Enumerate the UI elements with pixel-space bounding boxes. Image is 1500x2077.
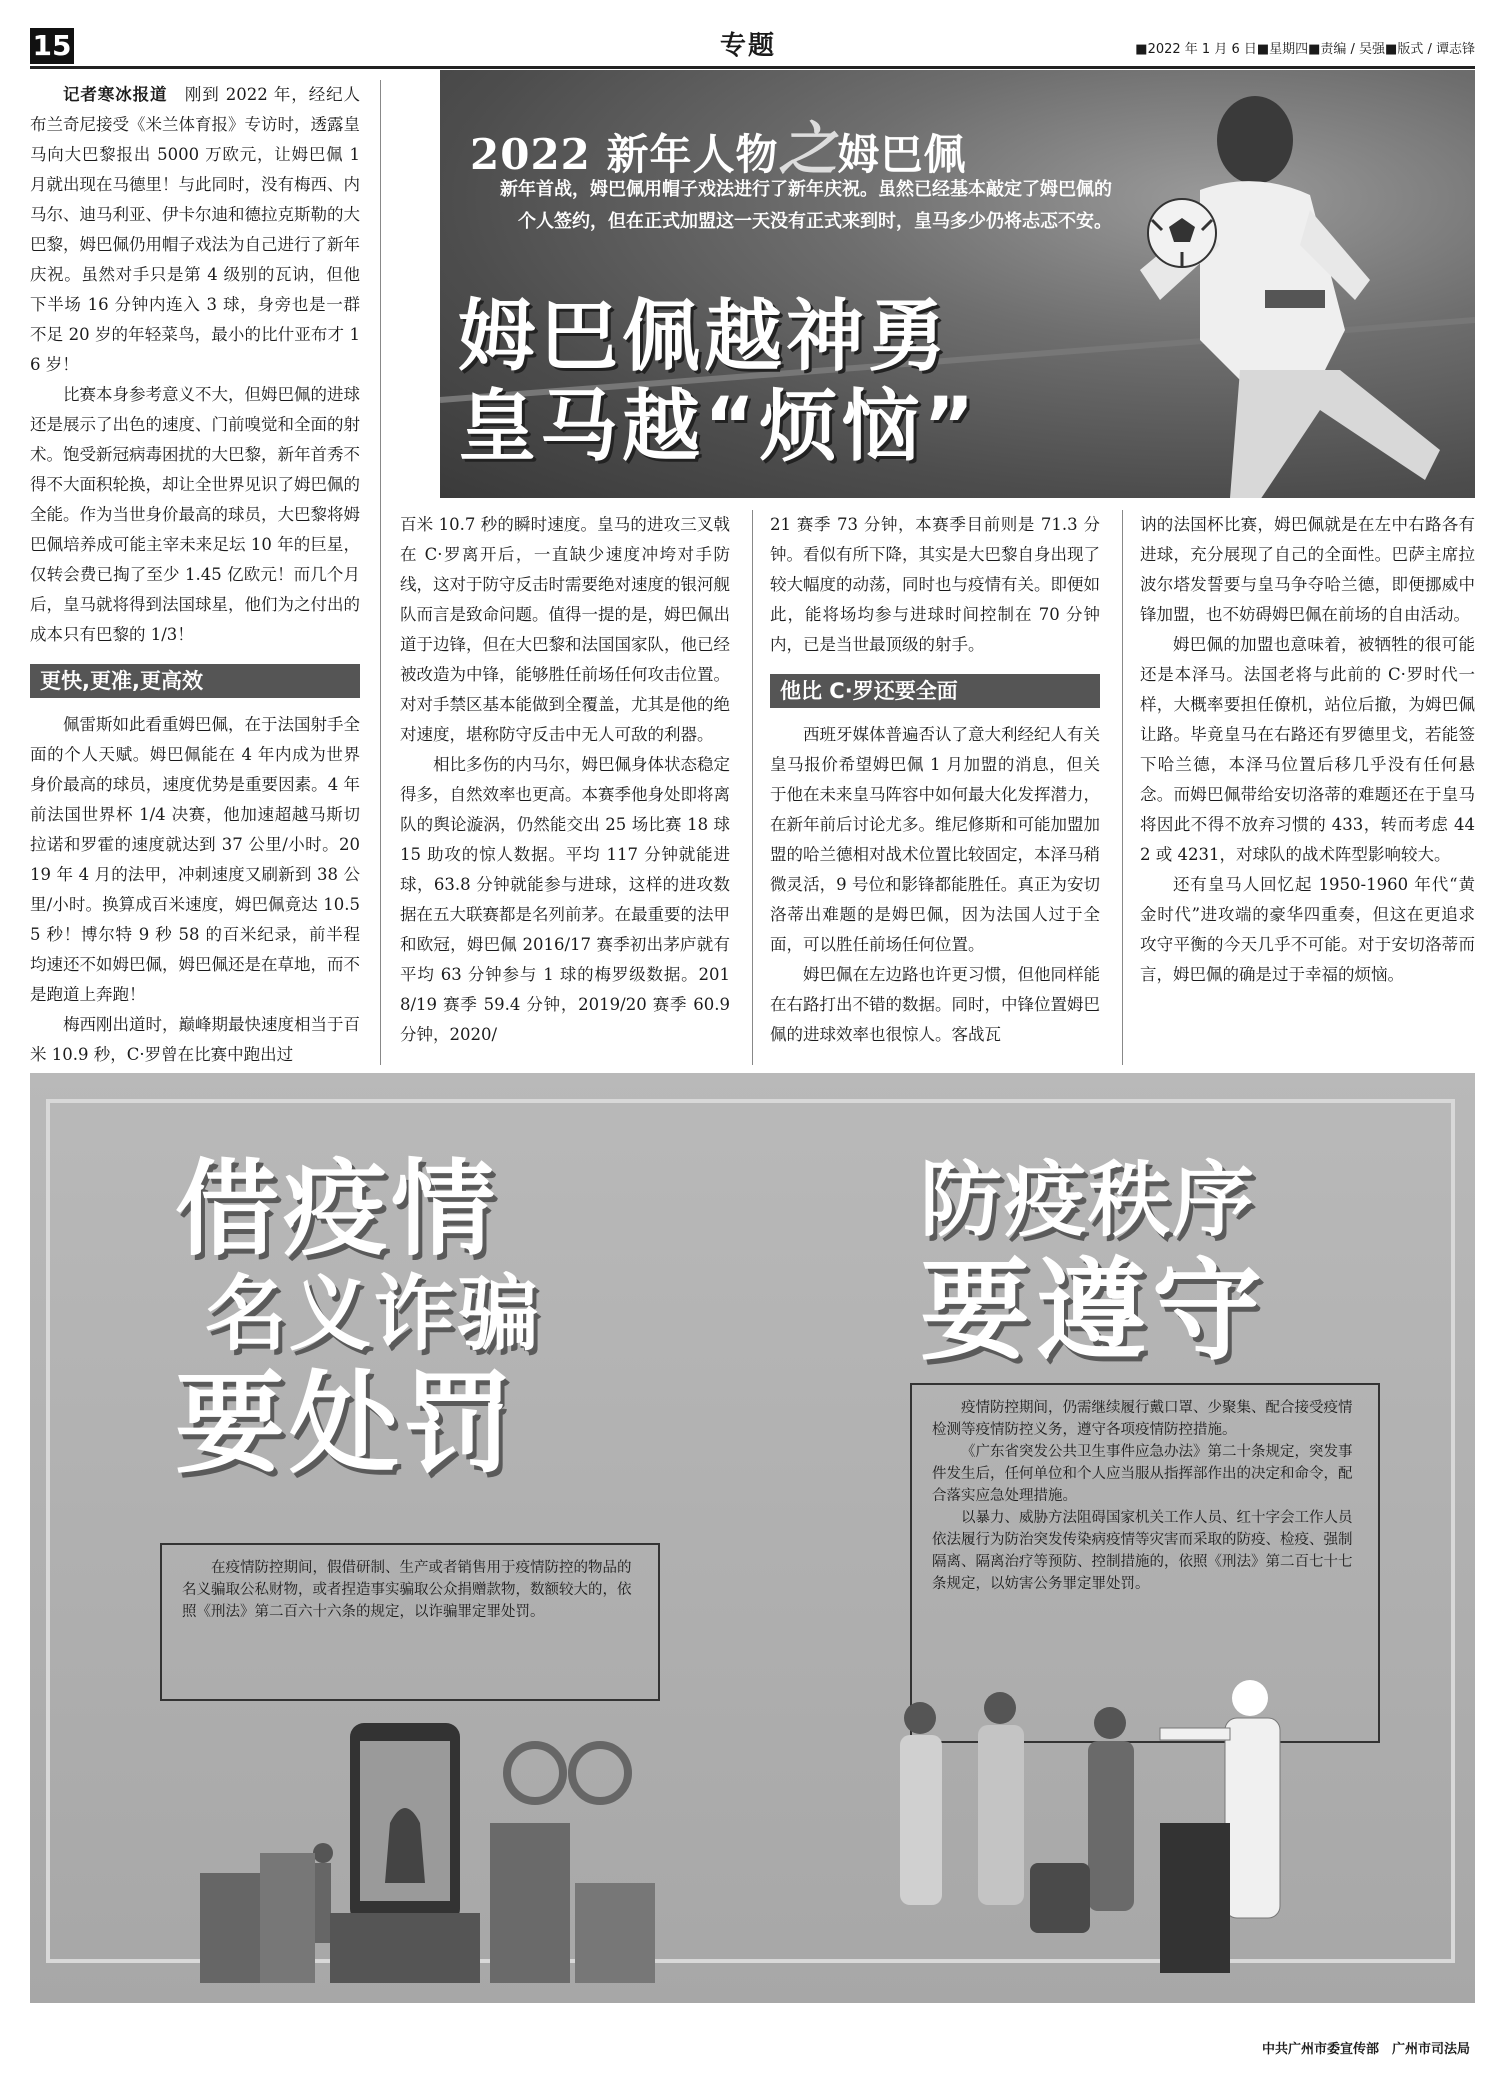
queue-illustration (860, 1673, 1420, 1983)
right-campaign-title (920, 1153, 1268, 1373)
handcuffs-icon (507, 1745, 628, 1801)
article-column-1 (30, 80, 360, 1065)
hero-photo-block (440, 70, 1475, 498)
hero-lead: 新年首战，姆巴佩用帽子戏法进行了新年庆祝。虽然已经基本敲定了姆巴佩的个人签约，但在正式加盟这一天没有正式来到时，皇马多少仍将忐忑不安。 (500, 179, 1112, 232)
page-header (30, 28, 1475, 69)
right-notice-text-3: 以暴力、威胁方法阻碍国家机关工作人员、红十字会工作人员依法履行为防治突发传染病疫情等灾害而采取的防疫、检疫、强制隔离、隔离治疗等预防、控制措施的，依照《刑法》第二百七十七条规定，以妨害公务罪定罪处罚。 (932, 1510, 1353, 1592)
paragraph: 姆巴佩在左边路也许更习惯，但他同样能在右路打出不错的数据。同时，中锋位置姆巴佩的进球效率也很惊人。客战瓦 (770, 965, 1100, 1044)
left-title-line-3: 要处罚 (175, 1360, 517, 1488)
page-number: 15 (30, 28, 74, 64)
paragraph: 相比多伤的内马尔，姆巴佩身体状态稳定得多，自然效率也更高。本赛季他身处即将离队的舆论漩涡，仍然能交出 25 场比赛 18 球 15 助攻的惊人数据。平均 117 分钟就能进球，63.8 分钟就能参与进球，这样的进攻数据在五大联赛都是名列前茅。在最重要的法甲和欧冠，姆巴佩 2016/17 赛季初出茅庐就有平均 63 分钟参与 1 球的梅罗级数据。2018/19 赛季 59.4 分钟，2019/20 赛季 60.9 分钟，2020/ (400, 755, 730, 1044)
paragraph: 刚到 2022 年，经纪人布兰奇尼接受《米兰体育报》专访时，透露皇马向大巴黎报出 5000 万欧元，让姆巴佩 1 月就出现在马德里！与此同时，没有梅西、内马尔、迪马利亚、伊卡尔迪和德拉克斯勒的大巴黎，姆巴佩仍用帽子戏法为自己进行了新年庆祝。虽然对手只是第 4 级别的瓦讷，但他下半场 16 分钟内连入 3 球，身旁也是一群不足 20 岁的年轻菜鸟，最小的比什亚布才 16 岁！ (30, 85, 360, 374)
right-title-line-1: 防疫秩序 (920, 1153, 1257, 1248)
paragraph: 佩雷斯如此看重姆巴佩，在于法国射手全面的个人天赋。姆巴佩能在 4 年内成为世界身价最高的球员，速度优势是重要因素。4 年前法国世界杯 1/4 决赛，他加速超越马斯切拉诺和罗霍的速度就达到 37 公里/小时。2019 年 4 月的法甲，冲刺速度又刷新到 38 公里/小时。换算成百米速度，姆巴佩竟达 10.55 秒！博尔特 9 秒 58 的百米纪录，前半程均速还不如姆巴佩，姆巴佩还是在草地，而不是跑道上奔跑！ (30, 715, 360, 1004)
poster-sponsors: 中共广州市委宣传部 广州市司法局 (1261, 2042, 1470, 2057)
subheading: 更快,更准,更高效 (30, 664, 360, 698)
byline: 记者寒冰报道 (63, 85, 168, 104)
right-notice-text-2: 《广东省突发公共卫生事件应急办法》第二十条规定，突发事件发生后，任何单位和个人应当服从指挥部作出的决定和命令，配合落实应急处理措施。 (932, 1444, 1353, 1504)
right-title-line-2: 要遵守 (920, 1247, 1268, 1375)
subheading: 他比 C·罗还要全面 (770, 674, 1100, 708)
left-title-line-1: 借疫情 (175, 1148, 500, 1270)
left-notice-box (160, 1543, 660, 1701)
article-column-2 (400, 510, 730, 1065)
woman-figure (315, 1863, 331, 1943)
headline (458, 292, 979, 472)
left-title-line-2: 名义诈骗 (205, 1267, 542, 1362)
luggage-icon (1030, 1863, 1090, 1933)
column-divider (1122, 510, 1123, 1065)
left-notice-text: 在疫情防控期间，假借研制、生产或者销售用于疫情防控的物品的名义骗取公私财物，或者捏造事实骗取公众捐赠款物，数额较大的，依照《刑法》第二百六十六条的规定，以诈骗罪定罪处罚。 (182, 1560, 632, 1620)
paragraph: 比赛本身参考意义不大，但姆巴佩的进球还是展示了出色的速度、门前嗅觉和全面的射术。饱受新冠病毒困扰的大巴黎，新年首秀不得不大面积轮换，却让全世界见识了姆巴佩的全能。作为当世身价最高的球员，大巴黎将姆巴佩培养成可能主宰未来足坛 10 年的巨星，仅转会费已掏了至少 1.45 亿欧元！而几个月后，皇马就将得到法国球星，他们为之付出的成本只有巴黎的 1/3！ (30, 385, 360, 644)
player-figure (1140, 96, 1440, 498)
paragraph: 梅西刚出道时，巅峰期最快速度相当于百米 10.9 秒，C·罗曾在比赛中跑出过 (30, 1015, 360, 1064)
kicker-name: 姆巴佩 (837, 130, 967, 179)
headline-line-1: 姆巴佩越神勇 (458, 292, 951, 382)
column-divider (380, 80, 381, 1065)
paragraph: 讷的法国杯比赛，姆巴佩就是在左中右路各有进球，充分展现了自己的全面性。巴萨主席拉波尔塔发誓要与皇马争夺哈兰德，即便挪威中锋加盟，也不妨碍姆巴佩在前场的自由活动。 (1140, 515, 1475, 624)
article-column-3 (770, 510, 1100, 1065)
paragraph: 21 赛季 73 分钟，本赛季目前则是 71.3 分钟。看似有所下降，其实是大巴黎自身出现了较大幅度的动荡，同时也与疫情有关。即便如此，能将场均参与进球时间控制在 70 分钟内，已是当世最顶级的射手。 (770, 515, 1100, 654)
paragraph: 西班牙媒体普遍否认了意大利经纪人有关皇马报价希望姆巴佩 1 月加盟的消息，但关于他在未来皇马阵容中如何最大化发挥潜力，在新年前后讨论尤多。维尼修斯和可能加盟加盟的哈兰德相对战术位置比较固定，本泽马稍微灵活，9 号位和影锋都能胜任。真正为安切洛蒂出难题的是姆巴佩，因为法国人过于全面，可以胜任前场任何位置。 (770, 725, 1100, 954)
football (1148, 199, 1216, 267)
kicker-connector: 之 (778, 115, 838, 183)
kicker-text: 2022 新年人物 (470, 130, 779, 179)
public-notice-poster (30, 1073, 1475, 2003)
checkpoint-pillar (1160, 1823, 1230, 1973)
paragraph: 百米 10.7 秒的瞬时速度。皇马的进攻三叉戟在 C·罗离开后，一直缺少速度冲垮对手防线，这对于防守反击时需要绝对速度的银河舰队而言是致命问题。值得一提的是，姆巴佩出道于边锋，但在大巴黎和法国国家队，他已经被改造为中锋，能够胜任前场任何攻击位置。对对手禁区基本能做到全覆盖，尤其是他的绝对速度，堪称防守反击中无人可敌的利器。 (400, 515, 730, 744)
paragraph: 还有皇马人回忆起 1950-1960 年代“黄金时代”进攻端的豪华四重奏，但这在更追求攻守平衡的今天几乎不可能。对于安切洛蒂而言，姆巴佩的确是过于幸福的烦恼。 (1140, 875, 1475, 984)
headline-line-2: 皇马越“烦恼” (458, 382, 979, 472)
fraud-illustration (200, 1713, 680, 1993)
article-column-4 (1140, 510, 1475, 1065)
right-notice-text-1: 疫情防控期间，仍需继续履行戴口罩、少聚集、配合接受疫情检测等疫情防控义务，遵守各项疫情防控措施。 (932, 1400, 1353, 1438)
issue-meta: ■2022 年 1 月 6 日■星期四■责编 / 吴强■版式 / 谭志锋 (1135, 42, 1475, 57)
queue-people (900, 1692, 1134, 1911)
left-campaign-title (175, 1148, 542, 1488)
paragraph: 姆巴佩的加盟也意味着，被牺牲的很可能还是本泽马。法国老将与此前的 C·罗时代一样，大概率要担任僚机，站位后撤，为姆巴佩让路。毕竟皇马在右路还有罗德里戈，若能签下哈兰德，本泽马位置后移几乎没有任何悬念。而姆巴佩带给安切洛蒂的难题还在于皇马将因此不得不放弃习惯的 433，转而考虑 442 或 4231，对球队的战术阵型影响较大。 (1140, 635, 1475, 864)
column-divider (752, 510, 753, 1065)
section-name: 专题 (720, 31, 777, 61)
coin-stack (200, 1873, 260, 1983)
